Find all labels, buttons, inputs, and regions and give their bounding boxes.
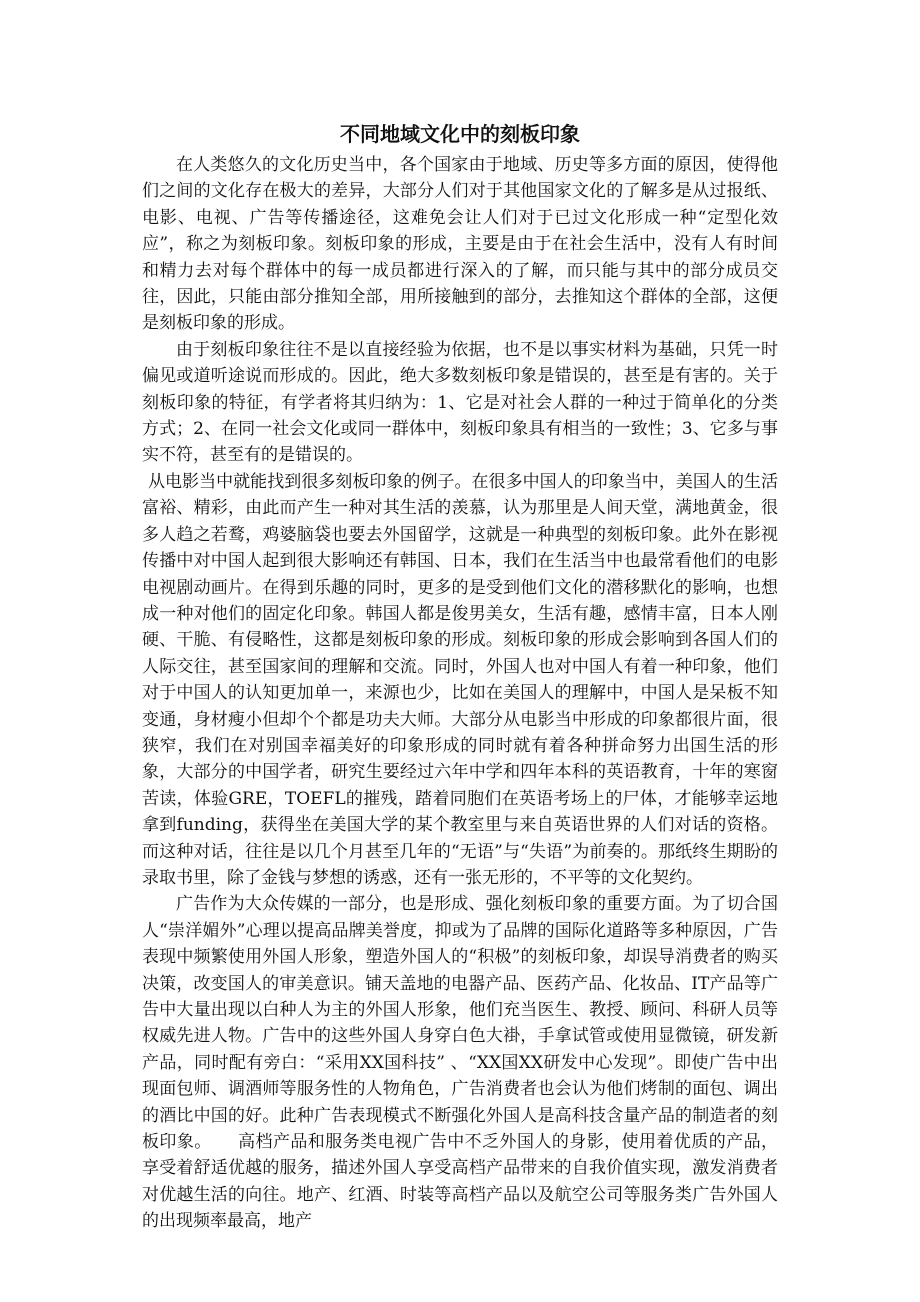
document-body [142,152,778,1235]
document-title: 不同地域文化中的刻板印象 [340,122,580,146]
paragraph-3: 从电影当中就能找到很多刻板印象的例子。在很多中国人的印象当中，美国人的生活富裕、精彩，由此而产生一种对其生活的羡慕，认为那里是人间天堂，满地黄金，很多人趋之若鹜，鸡婆脑袋也要去外国留学，这就是一种典型的刻板印象。此外在影视传播中对中国人起到很大影响还有韩国、日本，我们在生活当中也最常看他们的电影电视剧动画片。在得到乐趣的同时，更多的是受到他们文化的潜移默化的影响，也想成一种对他们的固定化印象。韩国人都是俊男美女，生活有趣，感情丰富，日本人刚硬、干脆、有侵略性，这都是刻板印象的形成。刻板印象的形成会影响到各国人们的人际交往，甚至国家间的理解和交流。同时，外国人也对中国人有着一种印象，他们对于中国人的认知更加单一，来源也少，比如在美国人的理解中，中国人是呆板不知变通，身材瘦小但却个个都是功夫大师。大部分从电影当中形成的印象都很片面，很狭窄，我们在对别国幸福美好的印象形成的同时就有着各种拼命努力出国生活的形象，大部分的中国学者，研究生要经过六年中学和四年本科的英语教育，十年的寒窗苦读，体验GRE，TOEFL的摧残，踏着同胞们在英语考场上的尸体，才能够幸运地拿到funding，获得坐在美国大学的某个教室里与来自英语世界的人们对话的资格。而这种对话，往往是以几个月甚至几年的“无语”与“失语”为前奏的。那纸终生期盼的录取书里，除了金钱与梦想的诱惑，还有一张无形的，不平等的文化契约。 [142,471,778,888]
paragraph-1: 在人类悠久的文化历史当中，各个国家由于地域、历史等多方面的原因，使得他们之间的文化存在极大的差异，大部分人们对于其他国家文化的了解多是从过报纸、电影、电视、广告等传播途径，这难免会让人们对于已过文化形成一种“定型化效应”，称之为刻板印象。刻板印象的形成，主要是由于在社会生活中，没有人有时间和精力去对每个群体中的每一成员都进行深入的了解，而只能与其中的部分成员交往，因此，只能由部分推知全部，用所接触到的部分，去推知这个群体的全部，这便是刻板印象的形成。 [142,155,778,334]
paragraph-4: 广告作为大众传媒的一部分，也是形成、强化刻板印象的重要方面。为了切合国人“崇洋媚外”心理以提高品牌美誉度，抑或为了品牌的国际化道路等多种原因，广告表现中频繁使用外国人形象，塑造外国人的“积极”的刻板印象，却误导消费者的购买决策，改变国人的审美意识。铺天盖地的电器产品、医药产品、化妆品、IT产品等广告中大量出现以白种人为主的外国人形象，他们充当医生、教授、顾问、科研人员等权威先进人物。广告中的这些外国人身穿白色大褂，手拿试管或使用显微镜，研发新产品，同时配有旁白：“采用XX国科技” 、“XX国XX研发中心发现”。即使广告中出现面包师、调酒师等服务性的人物角色，广告消费者也会认为他们烤制的面包、调出的酒比中国的好。此种广告表现模式不断强化外国人是高科技含量产品的制造者的刻板印象。 高档产品和服务类电视广告中不乏外国人的身影，使用着优质的产品，享受着舒适优越的服务，描述外国人享受高档产品带来的自我价值实现，激发消费者对优越生活的向往。地产、红酒、时装等高档产品以及航空公司等服务类广告外国人的出现频率最高，地产 [142,894,778,1232]
paragraph-2: 由于刻板印象往往不是以直接经验为依据，也不是以事实材料为基础，只凭一时偏见或道听途说而形成的。因此，绝大多数刻板印象是错误的，甚至是有害的。关于刻板印象的特征，有学者将其归纳为：1、它是对社会人群的一种过于简单化的分类方式；2、在同一社会文化或同一群体中，刻板印象具有相当的一致性；3、它多与事实不符，甚至有的是错误的。 [142,339,778,466]
